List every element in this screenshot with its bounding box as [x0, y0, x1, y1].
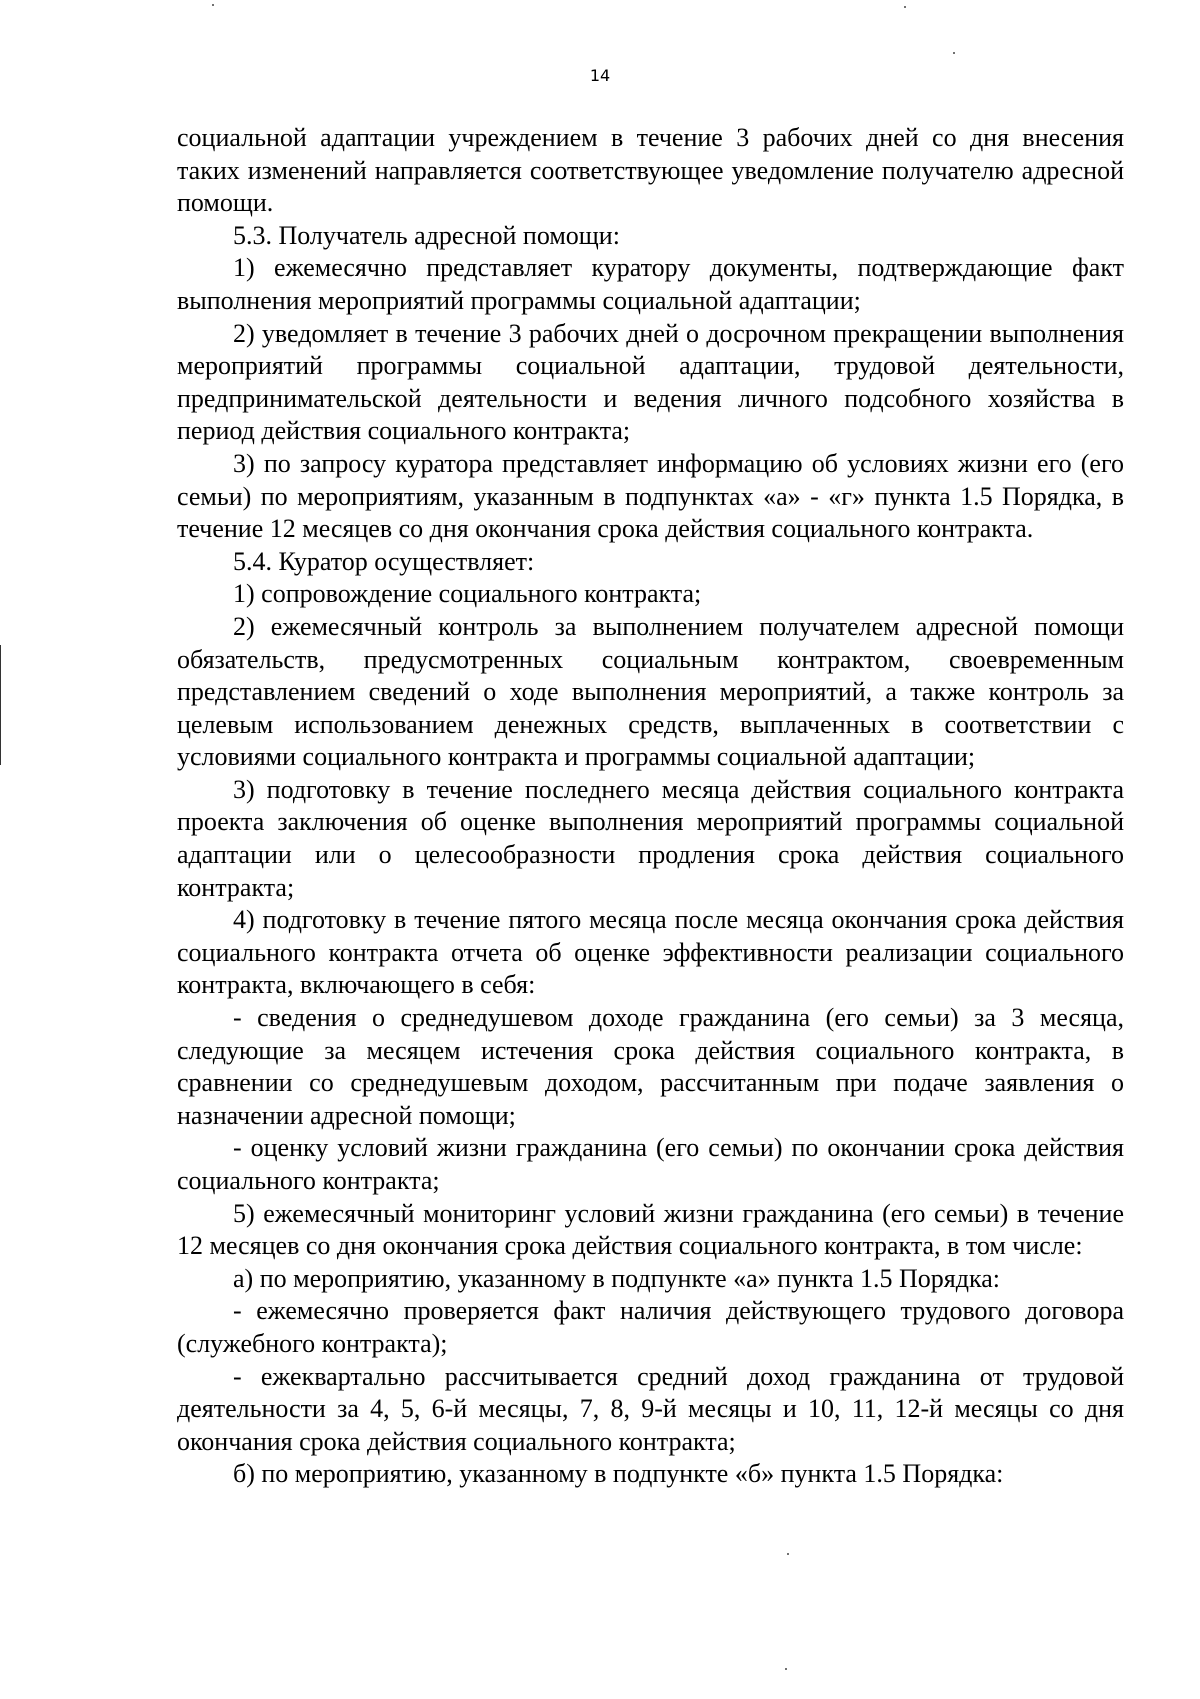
document-body	[177, 122, 1124, 1491]
list-item: 3) подготовку в течение последнего месяца действия социального контракта проекта заключения об оценке выполнения мероприятий программы социальной адаптации или о целесообразности продления срока действия социального контракта;	[177, 774, 1124, 902]
scan-speck	[787, 1553, 789, 1555]
sub-list-item: - ежеквартально рассчитывается средний доход гражданина от трудовой деятельности за 4, 5, 6-й месяцы, 7, 8, 9-й месяцы и 10, 11, 12-й месяцы со дня окончания срока действия социального контракта;	[177, 1361, 1124, 1456]
list-item: 2) ежемесячный контроль за выполнением получателем адресной помощи обязательств, предусмотренных социальным контрактом, своевременным представлением сведений о ходе выполнения мероприятий, а также контроль за целевым использованием денежных средств, выплаченных в соответствии с условиями социального контракта и программы социальной адаптации;	[177, 611, 1124, 772]
scan-speck	[212, 4, 214, 6]
sub-list-item: - оценку условий жизни гражданина (его семьи) по окончании срока действия социального контракта;	[177, 1133, 1124, 1195]
list-item: 1) ежемесячно представляет куратору документы, подтверждающие факт выполнения мероприятий программы социальной адаптации;	[177, 253, 1124, 315]
sub-list-item: - ежемесячно проверяется факт наличия действующего трудового договора (служебного контракта);	[177, 1296, 1124, 1358]
scan-margin-mark	[0, 645, 1, 765]
sub-list-item: - сведения о среднедушевом доходе гражданина (его семьи) за 3 месяца, следующие за месяцем истечения срока действия социального контракта, в сравнении со среднедушевым доходом, рассчитанным при подаче заявления о назначении адресной помощи;	[177, 1003, 1124, 1130]
section-heading: 5.4. Куратор осуществляет:	[233, 546, 535, 576]
sub-list-item: б) по мероприятию, указанному в подпункте «б» пункта 1.5 Порядка:	[233, 1459, 1004, 1489]
scan-speck	[904, 6, 906, 8]
scan-speck	[785, 1668, 787, 1670]
sub-list-item: а) по мероприятию, указанному в подпункте «а» пункта 1.5 Порядка:	[233, 1263, 1000, 1293]
list-item: 3) по запросу куратора представляет информацию об условиях жизни его (его семьи) по мероприятиям, указанным в подпунктах «а» - «г» пункта 1.5 Порядка, в течение 12 месяцев со дня окончания срока действия социального контракта.	[177, 448, 1124, 544]
list-item: 1) сопровождение социального контракта;	[233, 579, 702, 609]
paragraph: социальной адаптации учреждением в течение 3 рабочих дней со дня внесения таких изменений направляется соответствующее уведомление получателю адресной помощи.	[177, 123, 1124, 218]
page-number: 14	[589, 66, 611, 85]
list-item: 2) уведомляет в течение 3 рабочих дней о досрочном прекращении выполнения мероприятий программы социальной адаптации, трудовой деятельности, предпринимательской деятельности и ведения личного подсобного хозяйства в период действия социального контракта;	[177, 318, 1124, 446]
list-item: 5) ежемесячный мониторинг условий жизни гражданина (его семьи) в течение 12 месяцев со дня окончания срока действия социального контракта, в том числе:	[177, 1198, 1124, 1261]
list-item: 4) подготовку в течение пятого месяца после месяца окончания срока действия социального контракта отчета об оценке эффективности реализации социального контракта, включающего в себя:	[177, 905, 1124, 1000]
scan-speck	[953, 52, 955, 54]
section-heading: 5.3. Получатель адресной помощи:	[233, 220, 620, 250]
